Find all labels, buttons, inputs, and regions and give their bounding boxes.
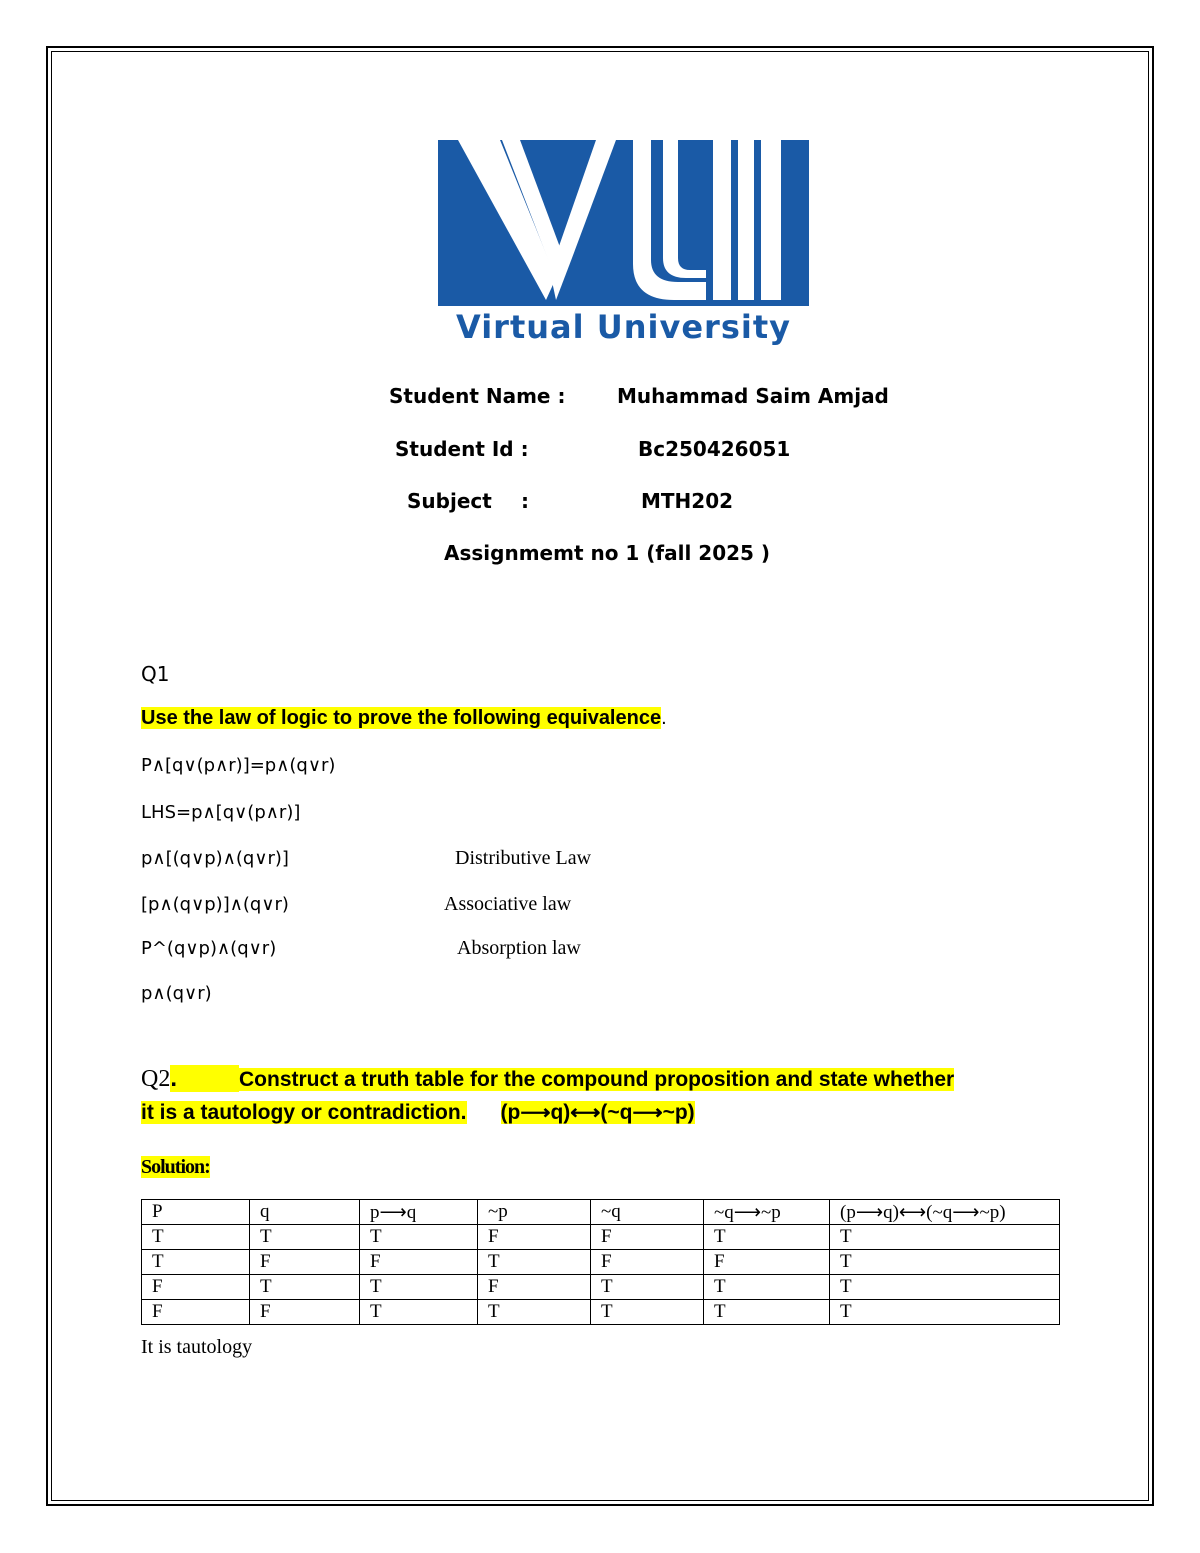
- q1-statement: P∧[q∨(p∧r)]=p∧(q∨r): [141, 755, 336, 776]
- subject-value: MTH202: [641, 489, 734, 513]
- table-cell: F: [478, 1225, 591, 1250]
- q1-label: Q1: [141, 662, 170, 686]
- table-cell: T: [830, 1300, 1060, 1325]
- table-row: [142, 1250, 1060, 1275]
- table-cell: T: [478, 1250, 591, 1275]
- solution-label: Solution:: [141, 1156, 210, 1178]
- logo-caption: Virtual University: [456, 308, 791, 346]
- q1-step-law: Absorption law: [457, 937, 581, 959]
- table-row: [142, 1275, 1060, 1300]
- table-cell: F: [704, 1250, 830, 1275]
- q1-step-expr: p∧[(q∨p)∧(q∨r)]: [141, 848, 289, 869]
- table-header: ~q: [591, 1200, 704, 1225]
- truth-table: [141, 1199, 1060, 1325]
- table-header: p⟶q: [360, 1200, 478, 1225]
- table-cell: F: [591, 1225, 704, 1250]
- q1-prompt-text: Use the law of logic to prove the following equivalence: [141, 707, 662, 729]
- table-cell: T: [478, 1300, 591, 1325]
- q1-prompt-tail: .: [661, 707, 667, 729]
- table-header: ~q⟶~p: [704, 1200, 830, 1225]
- table-cell: T: [142, 1250, 250, 1275]
- q2-prompt-line1: Construct a truth table for the compound proposition and state whether: [239, 1068, 955, 1091]
- q1-step-law: Associative law: [444, 893, 572, 915]
- table-cell: T: [591, 1300, 704, 1325]
- q2-prompt-line2: it is a tautology or contradiction.: [141, 1101, 467, 1124]
- student-id-value: Bc250426051: [638, 437, 791, 461]
- table-cell: T: [360, 1300, 478, 1325]
- table-cell: F: [142, 1300, 250, 1325]
- table-header: q: [250, 1200, 360, 1225]
- q1-step-expr: P^(q∨p)∧(q∨r): [141, 938, 277, 959]
- q1-step-law: Distributive Law: [455, 847, 592, 869]
- table-header: (p⟶q)⟷(~q⟶~p): [830, 1200, 1060, 1225]
- table-header: ~p: [478, 1200, 591, 1225]
- table-cell: T: [360, 1225, 478, 1250]
- vu-logo-mark: [438, 140, 809, 306]
- q2-dot: .: [170, 1065, 239, 1092]
- student-name-value: Muhammad Saim Amjad: [617, 384, 889, 408]
- table-cell: F: [250, 1300, 360, 1325]
- table-row: [142, 1300, 1060, 1325]
- conclusion: It is tautology: [141, 1336, 253, 1358]
- table-cell: F: [250, 1250, 360, 1275]
- subject-colon: :: [521, 489, 529, 513]
- table-cell: T: [360, 1275, 478, 1300]
- table-cell: T: [830, 1275, 1060, 1300]
- vu-logo: [438, 140, 809, 306]
- q2-expression: (p⟶q)⟷(~q⟶~p): [500, 1101, 695, 1124]
- table-cell: T: [704, 1300, 830, 1325]
- table-header: P: [142, 1200, 250, 1225]
- table-cell: F: [591, 1250, 704, 1275]
- q2-prompt: [141, 1062, 1061, 1129]
- table-cell: T: [142, 1225, 250, 1250]
- table-cell: F: [360, 1250, 478, 1275]
- table-cell: F: [478, 1275, 591, 1300]
- table-cell: T: [704, 1225, 830, 1250]
- q1-step-expr: [p∧(q∨p)]∧(q∨r): [141, 894, 289, 915]
- table-cell: T: [250, 1275, 360, 1300]
- subject-label: Subject: [407, 489, 492, 513]
- q1-lhs: LHS=p∧[q∨(p∧r)]: [141, 802, 301, 823]
- student-id-label: Student Id :: [395, 437, 529, 461]
- q1-step-expr: p∧(q∨r): [141, 983, 212, 1004]
- table-cell: T: [830, 1250, 1060, 1275]
- table-row: [142, 1225, 1060, 1250]
- q1-prompt: [141, 707, 667, 730]
- table-cell: F: [142, 1275, 250, 1300]
- table-cell: T: [250, 1225, 360, 1250]
- q2-number: Q2: [141, 1066, 171, 1092]
- table-cell: T: [830, 1225, 1060, 1250]
- table-cell: T: [591, 1275, 704, 1300]
- table-cell: T: [704, 1275, 830, 1300]
- table-header-row: [142, 1200, 1060, 1225]
- assignment-title: Assignmemt no 1 (fall 2025 ): [444, 541, 771, 565]
- student-name-label: Student Name :: [389, 384, 566, 408]
